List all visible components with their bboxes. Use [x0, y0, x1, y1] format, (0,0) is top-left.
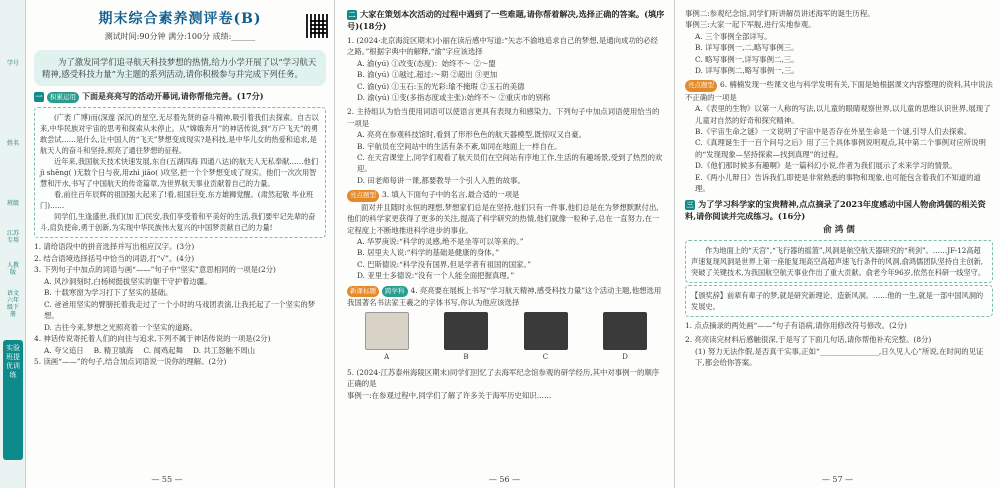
calligraphy-image [524, 312, 568, 350]
article-body: 作为地面上的“天宫”,“飞行器的摇篮”,风洞是航空航天器研究的“利剑”。……JF-12高超声速复现风洞是世界上第一座能复现高空高超声速飞行条件的风洞,俞鸿儒团队坚持自主创新,突破了关键技术,为我国航空航天事业作出了重大贡献。俞老今年96岁,依然在科研一线坚守。 [685, 240, 993, 283]
option: C. 略写事例一,详写事例二,三。 [695, 54, 799, 64]
question-4 [347, 285, 665, 309]
side-label: 姓名 [6, 140, 19, 147]
question-tag: 亮点题型 [685, 80, 717, 91]
calligraphy-labels [347, 352, 665, 363]
option: A.《表里的生物》以第一人称的写法,以儿童的眼睛观察世界,以儿童的思维认识世界,展现了儿童对自然的好奇和探究精神。 [695, 104, 991, 125]
intro-banner: 为了激发同学们追寻航天科技梦想的热情,给力小学开展了以“学习航天精神,感受科技力量”为主题的系列活动,请你积极参与并完成下列任务。 [34, 50, 326, 86]
section-title: 下面是亮亮写的活动开幕词,请你帮他完善。(17分) [82, 91, 264, 101]
question-tag: 新课标题 [347, 286, 379, 297]
side-label: 人教版 [6, 262, 19, 276]
option: C. 在天宫课堂上,同学们观看了航天员们在空间站有序地工作,生活的有趣场景,受到了热烈的欢迎。 [357, 153, 663, 174]
option: B. 宇航员在空间站中的生活有条不紊,如同在地面上一样自在。 [357, 141, 562, 151]
option: B. 精卫填海 [93, 345, 134, 355]
option: B. 详写事例一,二,略写事例三。 [695, 43, 799, 53]
option: D.《他们那时候多有趣啊》是一篇科幻小说,作者为我们展示了未来学习的情景。 [695, 161, 957, 171]
question-1: 1. 请给语段中的拼音选择并写出相应汉字。(3分) [34, 242, 195, 251]
passage-paragraph: 看,前往百年辰辉的祖国强大起来了!看,祖国巨变,东方雄狮觉醒。(肃然起敬 毕业班门)…… [40, 190, 314, 210]
option: B. 渝(yú) ①越过,超过:～期 ②超出 ③更加 [357, 70, 498, 80]
page-55 [0, 0, 335, 488]
calligraphy-options [347, 312, 665, 350]
series-logo: 实验班提优训练 [3, 340, 23, 460]
calligraphy-image [365, 312, 409, 350]
calligraphy-image [603, 312, 647, 350]
option-label: D [622, 353, 628, 362]
option: A. 风沙洞刻时,白杨树挺拔坚实的躯干守护着边疆。 [44, 276, 212, 286]
option: C.《真理诞生于一百个问号之后》用了三个具体事例说明观点,其中第二个事例对应所说明的“发现现象—坚持探索—找到真理”的过程。 [695, 138, 986, 159]
option: D. 古往今来,梦想之光照亮着一个坚实的道路。 [44, 322, 198, 332]
option-label: A [384, 353, 390, 362]
passage-line: 事例三:大家一起下军舰,进行实地参观。 [685, 20, 816, 30]
page-number: — 55 — [151, 475, 183, 484]
exam-title: 期末综合素养测评卷(B) [98, 11, 262, 27]
question-text: 4. 亮亮要在展板上书写“学习航天精神,感受科技力量”这个活动主题,他想选用我国著名书法家王羲之的字体书写,你认为他应该选择 [347, 285, 662, 307]
question-1: 1. 点点摘录的两处画“——”句子有语病,请你用修改符号修改。(2分) [685, 320, 907, 330]
side-label: 班级 [6, 200, 19, 207]
question-3 [347, 189, 665, 201]
option: A. 亮亮在参观科技馆时,看到了形形色色的航天器模型,既惊叹又自豪。 [357, 130, 587, 140]
option: C. 闻鸡起舞 [143, 345, 183, 355]
page-57 [675, 0, 1000, 488]
page-number: — 57 — [821, 475, 854, 484]
option: D. 详写事例二,略写事例一,三。 [695, 66, 799, 76]
question-3: 3. 下列句子中加点的词语与画“——”句子中“坚实”意思相同的一项是(2分) [34, 265, 276, 274]
question-5: 5. (2024·江苏泰州海陵区期末)同学们回忆了去海军纪念馆参观的研学经历,其中对事例一的顺序正确的是 [347, 367, 660, 389]
option: C. 巴斯德说:“科学没有国界,但是学者有祖国的国家。” [357, 259, 531, 269]
option: B. 十载寒窗为学习打下了坚实的基础。 [44, 288, 173, 297]
passage-paragraph: 同学们,生逢盛世,我们(加 汇)民安,我们享受着和平美好的生活,我们要牢记先辈的奋斗,肩负使命,勇于创新,为实现中华民族伟大复兴的中国梦贡献自己的力量! [40, 212, 316, 232]
section-heading [685, 198, 993, 222]
option: D. 田老师每讲一课,都要教导一个引人入胜的故事。 [357, 175, 525, 185]
article-title: 俞 鸿 儒 [823, 224, 855, 235]
option: A. 三个事例全部详写。 [695, 31, 772, 41]
side-label: 江苏专用 [6, 230, 19, 244]
option: B.《宇宙生命之谜》一文说明了宇宙中是否存在外星生命是一个谜,引导人们去探索。 [695, 127, 972, 137]
question-1: 1. (2024·北京海淀区期末)小丽在读后感中写道:“矢志不渝地追求自己的梦想,是通向成功的必经之路。”根据字典中的解释,“渝”字应该选择 [347, 36, 659, 57]
section-heading [34, 91, 326, 103]
question-6 [685, 79, 993, 103]
award-speech: 【颁奖辞】前辈有辈子的梦,就是研究新理论、造新风洞。……他的一生,就是一部中国风洞的发展史。 [685, 285, 993, 317]
side-label: 语文六年级下册 [6, 290, 19, 318]
page-number: — 56 — [488, 475, 521, 484]
question-2: 2. 主持组认为恰当使用词语可以使语言更具有表现力和感染力。下列句子中加点词语使用恰当的一项是 [347, 107, 660, 128]
section-tag: 积累运用 [47, 92, 79, 103]
option: C. 爸爸用坚实的臂膀托着我走过了一个小时的马戏团表演,让我托起了一个坚实的梦想。 [44, 299, 316, 320]
question-passage: 事例一:在参观过程中,同学们了解了许多关于海军历史知识…… [347, 390, 552, 400]
option: E.《两小儿辩日》告诉我们,即使是非常熟悉的事物和现象,也可能包含着我们不知道的道理。 [695, 172, 981, 194]
option: D. 渝(yú) ①变(多指态度或主张):始终不～ ②重庆市的别称 [357, 93, 551, 103]
option: D. 亚里士多德说:“没有一个人能全面把握真理。” [357, 271, 515, 281]
option-label: B [463, 353, 469, 362]
passage-line: 事例二:参观纪念馆,同学们听讲解员讲述海军的诞生历程。 [685, 9, 875, 18]
sub-question: (1) 努力无法作假,是否真干实事,正如“________________,日久见人心”所说,在时间的见证下,都会给你答案。 [695, 346, 984, 368]
side-label: 学号 [6, 60, 19, 67]
option: D. 共工怒触不周山 [192, 345, 256, 355]
option: A. 华罗庚说:“科学的灵感,绝不是坐等可以等来的。” [357, 236, 524, 246]
question-text: 3. 填入下面句子中的名言,最合适的一项是 [382, 190, 520, 200]
question-tag: 亮点题型 [347, 190, 379, 201]
passage-paragraph: (广袤 广博)而(深邃 深沉)的星空,无尽着先贤的奋斗精神,吸引着我们去探索。自古以来,中华民族对宇宙的思考和探索从未停止。从“嫦娥奔月”的神话传说,到“万户飞天”的勇敢尝试……是什么,让中国人的“飞天”梦想变成现实?是科技,是中华儿女的热爱和追求,是航天人的奋斗和坚持,照亮了通往梦想的征程。 [40, 113, 319, 155]
section-title: 大家在策划本次活动的过程中遇到了一些难题,请你帮着解决,选择正确的答案。(填序号)(18分) [347, 9, 665, 31]
question-5: 5. 读画“——”的句子,结合加点词语说一说你的理解。(2分) [34, 357, 227, 366]
question-4: 4. 神话传说寄托着人们的向往与追求,下列不属于神话传说的一项是(2分) [34, 334, 271, 343]
option: B. 居里夫人说:“科学的基础是健康的身体。” [357, 248, 500, 258]
option: A. 渝(yú) ①改变(态度)：始终不～ ②～盟 [357, 58, 496, 68]
passage-paragraph: 近年来,我国航天技术快速发展,东自(五湖四海 四通八达)的航天人无私奉献……他们jì shēng( )无数个日与夜,用zhì jiāo( )攻坚,把一个个梦想变成了现实。他们一次次用智慧和汗水,书写了中国航天的传奇篇章,为世界航天事业贡献着自己的力量。 [40, 157, 319, 188]
question-passage: 面对并且随时永恒的理想,梦想家们总是在坚持,他们只有一件事,他们总是在为梦想默默付出,他们的科学家更获得了更多的关注,提高了科学研究的热情,他们就像一粒种子,总在一直努力,在一定程度上不断地推进科学进步的事业。 [347, 202, 660, 235]
section-title: 为了学习科学家的宝贵精神,点点摘录了2023年度感动中国人物俞鸿儒的相关资料,请你阅读并完成练习。(16分) [685, 198, 986, 221]
option: C. 渝(yú) ①玉石:玉的光彩:瑜不掩瑕 ②玉石的美德 [357, 81, 525, 91]
calligraphy-image [444, 312, 488, 350]
question-2: 2. 亮亮读完材料后感触很深,于是写了下面几句话,请你帮他补充完整。(8分) [685, 335, 932, 345]
option-row [34, 345, 326, 357]
option: A. 夸父追日 [44, 345, 84, 355]
section-number: 二 [348, 11, 356, 19]
section-heading [347, 8, 665, 32]
page-56 [335, 0, 675, 488]
question-tag: 跨学科 [382, 286, 408, 297]
exam-meta: 测试时间:90分钟 满分:100分 成绩:______ [104, 32, 256, 41]
question-2: 2. 结合语境选择括号中恰当的词语,打“√”。(4分) [34, 253, 195, 263]
section-number: 一 [35, 93, 43, 101]
section-number: 三 [686, 200, 694, 209]
option-label: C [542, 353, 549, 362]
passage-box [34, 107, 326, 238]
question-text: 6. 楠楠发现一些课文也与科学发明有关,下面是她根据课文内容整理的资料,其中说法不正确的一项是 [685, 80, 993, 102]
binding-strip [0, 0, 26, 488]
